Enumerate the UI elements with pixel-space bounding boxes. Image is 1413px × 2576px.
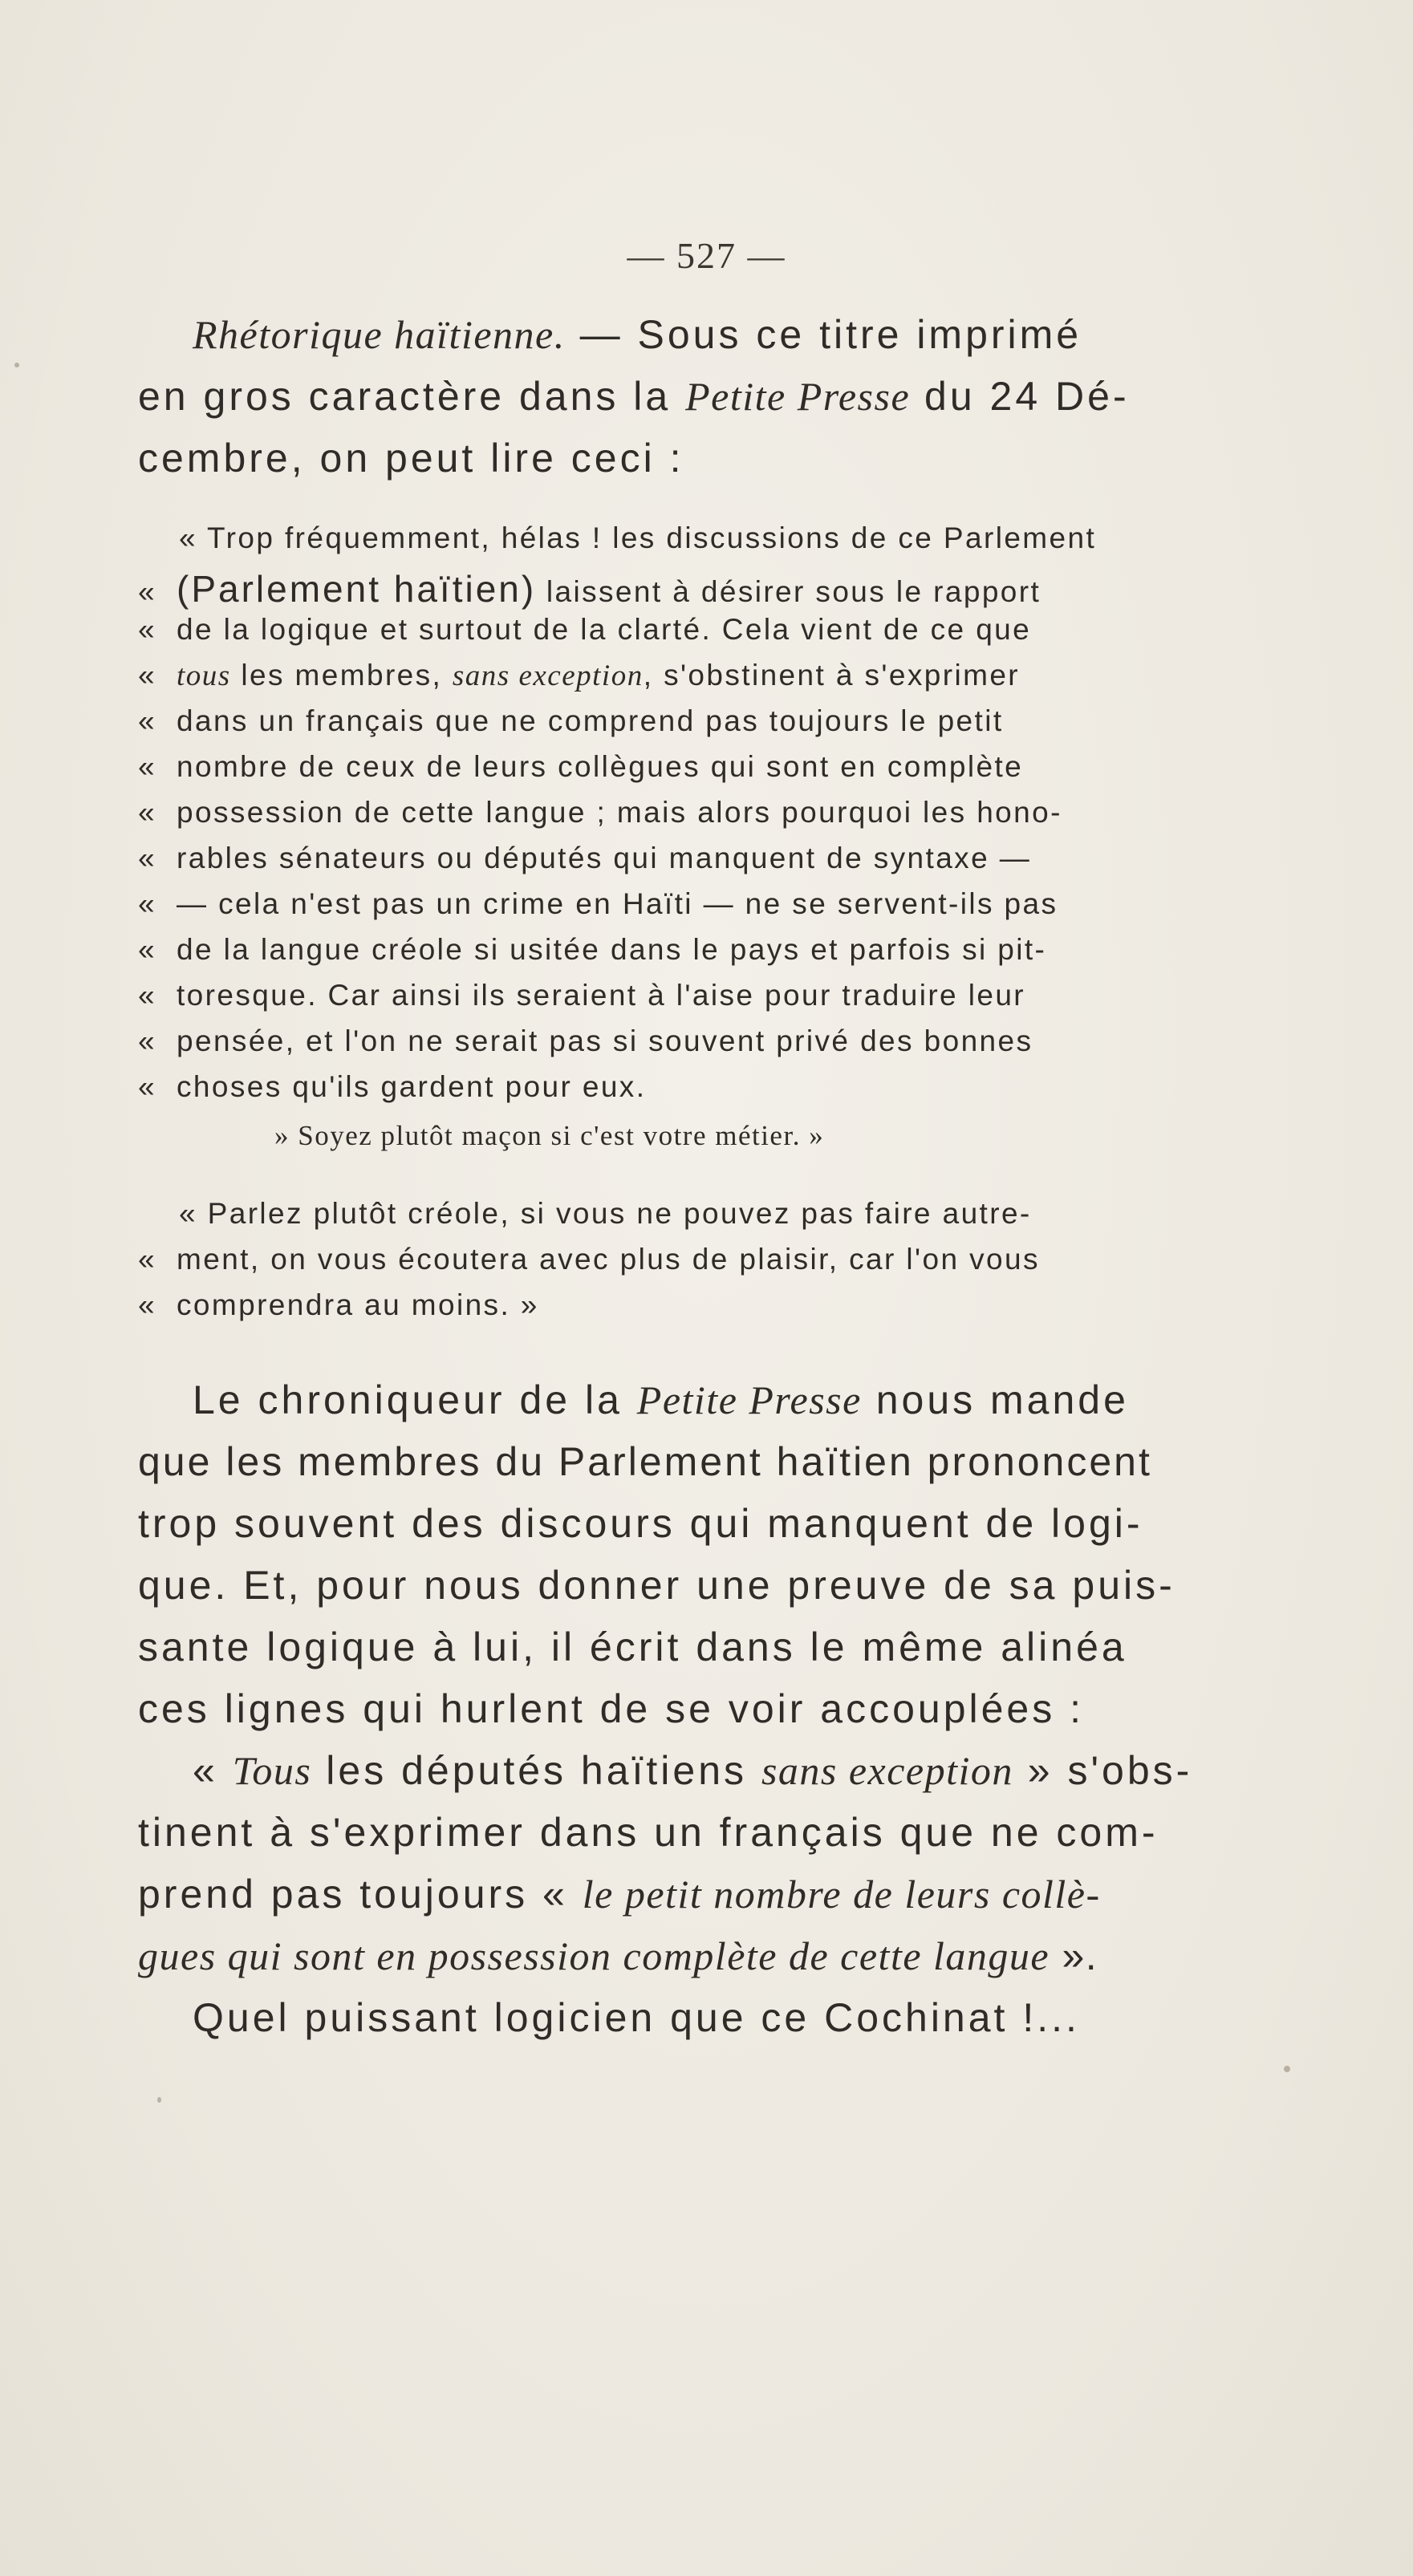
- response-line: gues qui sont en possession complète de cette langue ».: [138, 1933, 1098, 1978]
- section-title: Rhétorique haïtienne.: [193, 312, 566, 357]
- newspaper-name: Petite Presse: [685, 374, 911, 419]
- quote-line: « de la logique et surtout de la clarté. Cela vient de ce que: [138, 613, 1032, 646]
- intro-line-1: Rhétorique haïtienne. — Sous ce titre imprimé: [193, 312, 1082, 357]
- quote-line: « choses qu'ils gardent pour eux.: [138, 1070, 647, 1103]
- paper-speck: [14, 363, 19, 367]
- response-line: sante logique à lui, il écrit dans le même alinéa: [138, 1625, 1127, 1669]
- paper-speck: [1284, 2066, 1290, 2072]
- intro-line-3: cembre, on peut lire ceci :: [138, 436, 684, 481]
- quote-line: « Parlez plutôt créole, si vous ne pouvez pas faire autre-: [179, 1197, 1032, 1230]
- intro-line-2: en gros caractère dans la Petite Presse du 24 Dé-: [138, 374, 1130, 419]
- paper-speck: [157, 2097, 161, 2103]
- response-line: ces lignes qui hurlent de se voir accouplées :: [138, 1686, 1085, 1731]
- quote-line: « rables sénateurs ou députés qui manquent de syntaxe —: [138, 842, 1032, 874]
- quote-line: « — cela n'est pas un crime en Haïti — ne se servent-ils pas: [138, 887, 1058, 920]
- response-line: que. Et, pour nous donner une preuve de sa puis-: [138, 1563, 1175, 1608]
- response-line: que les membres du Parlement haïtien prononcent: [138, 1439, 1152, 1484]
- response-line: trop souvent des discours qui manquent de logi-: [138, 1501, 1143, 1546]
- quote-line: « tous les membres, sans exception, s'obstinent à s'exprimer: [138, 659, 1021, 692]
- quote-line: « nombre de ceux de leurs collègues qui sont en complète: [138, 750, 1024, 783]
- quote-line: « (Parlement haïtien) laissent à désirer sous le rapport: [138, 568, 1041, 610]
- quote-line: « possession de cette langue ; mais alors pourquoi les hono-: [138, 796, 1062, 829]
- response-line: Le chroniqueur de la Petite Presse nous mande: [193, 1377, 1129, 1422]
- quote-line: « de la langue créole si usitée dans le pays et parfois si pit-: [138, 933, 1047, 966]
- quote-line: « Trop fréquemment, hélas ! les discussions de ce Parlement: [179, 521, 1097, 554]
- response-line: Quel puissant logicien que ce Cochinat !...: [193, 1995, 1080, 2040]
- quote-line: « dans un français que ne comprend pas toujours le petit: [138, 704, 1004, 737]
- response-line: prend pas toujours « le petit nombre de leurs collè-: [138, 1872, 1101, 1917]
- guillemet: «: [138, 575, 156, 608]
- quote-line: « pensée, et l'on ne serait pas si souvent privé des bonnes: [138, 1024, 1033, 1057]
- quote-line: « ment, on vous écoutera avec plus de plaisir, car l'on vous: [138, 1243, 1040, 1276]
- response-line: tinent à s'exprimer dans un français que ne com-: [138, 1810, 1159, 1855]
- response-line: « Tous les députés haïtiens sans exception » s'obs-: [193, 1748, 1193, 1793]
- quote-line: « comprendra au moins. »: [138, 1288, 539, 1321]
- quote-line: « toresque. Car ainsi ils seraient à l'aise pour traduire leur: [138, 979, 1026, 1012]
- page-number: — 527 —: [627, 235, 786, 276]
- quote-motto: » Soyez plutôt maçon si c'est votre métier. »: [274, 1120, 825, 1151]
